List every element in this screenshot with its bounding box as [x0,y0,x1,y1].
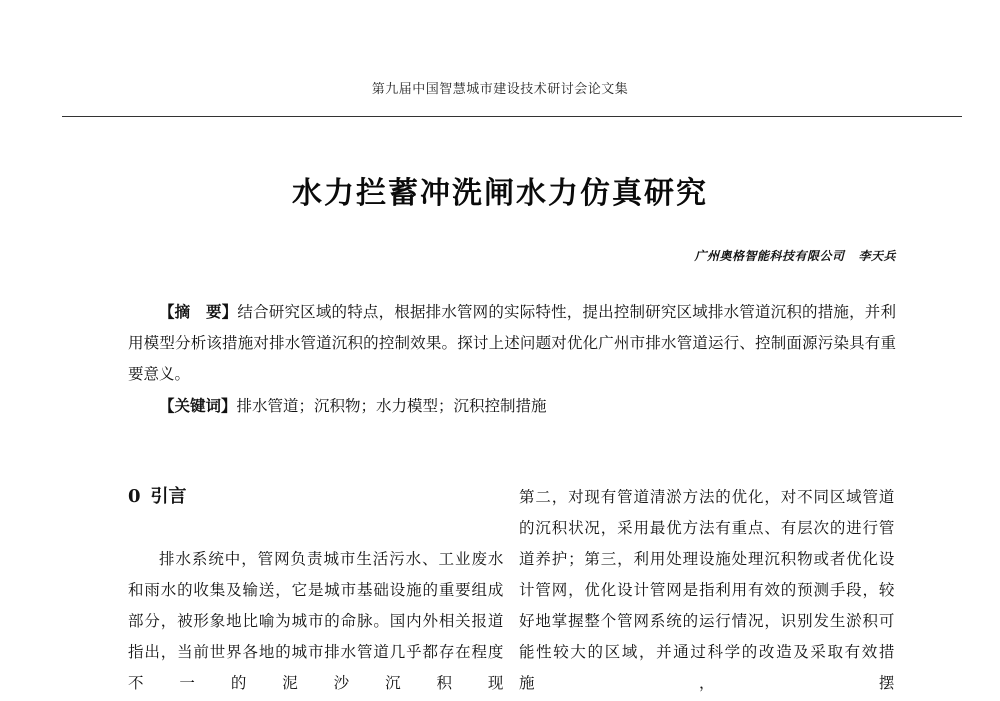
header-rule [62,116,962,117]
section-heading [128,482,187,508]
abstract [128,297,896,390]
keywords-label: 【关键词】 [159,397,237,415]
keywords-text: 排水管道；沉积物；水力模型；沉积控制措施 [236,397,547,415]
left-column-paragraph: 排水系统中，管网负责城市生活污水、工业废水和雨水的收集及输送，它是城市基础设施的重要组成部分，被形象地比喻为城市的命脉。国内外相关报道指出，当前世界各地的城市排水管道几乎都存在程度不一的泥沙沉积现 [128,550,504,692]
paper-title: 水力拦蓄冲洗闸水力仿真研究 [292,176,708,211]
running-header: 第九届中国智慧城市建设技术研讨会论文集 [371,82,629,97]
right-column [519,482,895,699]
author-line [694,247,896,264]
section-title: 引言 [150,486,187,507]
author-name: 李天兵 [858,249,896,263]
right-column-paragraph: 第二，对现有管道清淤方法的优化，对不同区域管道的沉积状况，采用最优方法有重点、有层次的进行管道养护；第三，利用处理设施处理沉积物或者优化设计管网，优化设计管网是指利用有效的预测手段，较好地掌握整个管网系统的运行情况，识别发生淤积可能性较大的区域，并通过科学的改造及采取有效措施，摆 [519,488,895,692]
left-column [128,544,504,699]
abstract-text: 结合研究区域的特点，根据排水管网的实际特性，提出控制研究区域排水管道沉积的措施，并利用模型分析该措施对排水管道沉积的控制效果。探讨上述问题对优化广州市排水管道运行、控制面源污染具有重要意义。 [128,303,896,383]
keywords [159,391,896,422]
affiliation: 广州奥格智能科技有限公司 [694,249,845,263]
section-number: 0 [128,486,141,507]
abstract-label: 【摘 要】 [159,303,238,321]
